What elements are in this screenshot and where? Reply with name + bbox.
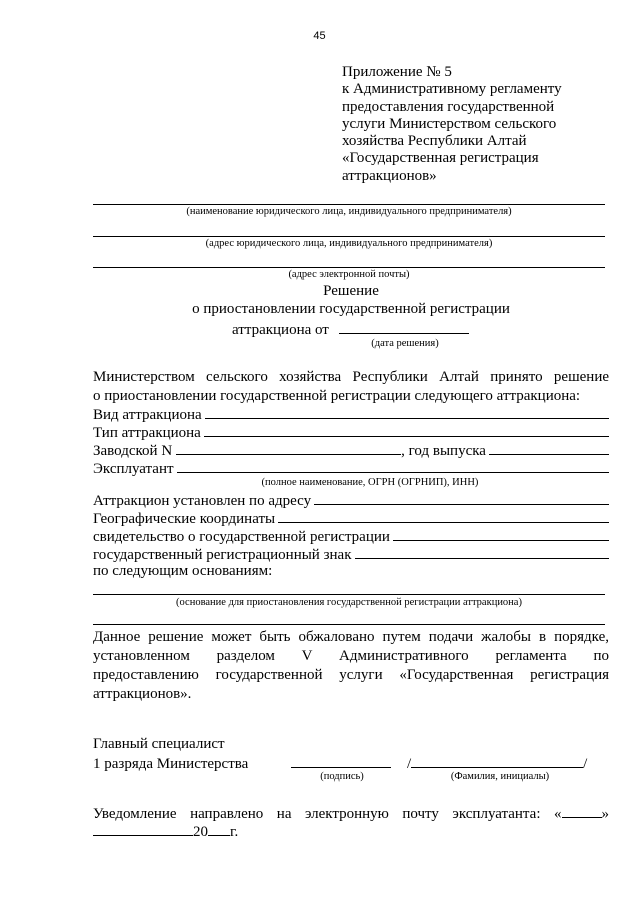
- grounds-field-extra[interactable]: [93, 624, 605, 625]
- install-address-field[interactable]: [314, 491, 609, 505]
- annex-line: предоставления государственной: [342, 98, 555, 115]
- full-name-caption: (Фамилия, инициалы): [450, 771, 550, 782]
- full-name-field[interactable]: [411, 754, 583, 768]
- notice-month-field[interactable]: [93, 822, 193, 836]
- decision-date-line: [232, 320, 492, 339]
- grounds-field[interactable]: [93, 594, 605, 595]
- legal-name-field[interactable]: [93, 204, 605, 205]
- appeal-paragraph: [93, 628, 609, 704]
- notice-year-prefix: 20: [193, 824, 208, 840]
- decision-title: Решение: [323, 283, 379, 299]
- decision-subtitle: о приостановлении государственной регистрации: [192, 301, 510, 317]
- coords-label: Географические координаты: [93, 511, 276, 527]
- notice-quote-close: »: [601, 806, 609, 822]
- notice-year-field[interactable]: [208, 822, 230, 836]
- certificate-field[interactable]: [393, 527, 609, 541]
- signatory-title-text: Главный специалист: [93, 736, 225, 752]
- notice-text: Уведомление направлено на электронную почту эксплуатанта: «: [93, 806, 562, 822]
- notice-line: [93, 804, 609, 823]
- annex-block: [342, 64, 562, 185]
- grounds-caption: (основание для приостановления государственной регистрации аттракциона): [176, 597, 522, 608]
- appeal-line: Данное решение может быть обжаловано путем подачи жалобы в порядке,: [93, 629, 609, 645]
- operator-label: Эксплуатант: [93, 461, 174, 477]
- legal-name-caption: (наименование юридического лица, индивидуального предпринимателя): [186, 206, 512, 217]
- signatory-title: [93, 736, 609, 753]
- kind-line: [93, 405, 609, 424]
- decision-date-label: аттракциона от: [232, 322, 329, 338]
- operator-caption: (полное наименование, ОГРН (ОГРНИП), ИНН): [261, 477, 479, 488]
- reg-mark-line: [93, 545, 609, 564]
- reg-mark-field[interactable]: [355, 545, 610, 559]
- annex-line: Приложение № 5: [342, 64, 452, 80]
- slash-right: /: [583, 756, 588, 772]
- notice-year-suffix: г.: [230, 824, 239, 840]
- serial-line: [93, 441, 609, 460]
- notice-date-line: [93, 822, 609, 841]
- annex-line: хозяйства Республики Алтай: [342, 133, 527, 150]
- type-field[interactable]: [204, 423, 609, 437]
- kind-field[interactable]: [205, 405, 609, 419]
- annex-line: услуги Министерством сельского: [342, 115, 557, 132]
- appeal-line: аттракционов».: [93, 686, 192, 702]
- email-caption: (адрес электронной почты): [288, 269, 410, 280]
- annex-line: аттракционов»: [342, 167, 437, 184]
- operator-field[interactable]: [177, 459, 609, 473]
- address-field[interactable]: [93, 236, 605, 237]
- kind-label: Вид аттракциона: [93, 407, 202, 423]
- serial-label: Заводской N: [93, 443, 173, 459]
- signatory-rank: 1 разряда Министерства: [93, 756, 249, 772]
- annex-line: «Государственная регистрация: [342, 150, 539, 167]
- intro-paragraph: [93, 368, 609, 406]
- grounds-label: по следующим основаниям:: [93, 563, 273, 579]
- install-address-line: [93, 491, 609, 510]
- type-line: [93, 423, 609, 442]
- install-address-label: Аттракцион установлен по адресу: [93, 493, 312, 509]
- intro-line: Министерством сельского хозяйства Республики Алтай принято решение: [93, 369, 609, 385]
- email-field[interactable]: [93, 267, 605, 268]
- page-number: 45: [313, 30, 326, 42]
- certificate-label: свидетельство о государственной регистрации: [93, 529, 390, 545]
- signature-field[interactable]: [291, 754, 391, 768]
- intro-line: о приостановлении государственной регистрации следующего аттракциона:: [93, 388, 581, 404]
- coords-field[interactable]: [278, 509, 609, 523]
- notice-day-field[interactable]: [562, 804, 602, 818]
- coords-line: [93, 509, 609, 528]
- year-label: , год выпуска: [401, 443, 486, 459]
- type-label: Тип аттракциона: [93, 425, 201, 441]
- decision-date-field[interactable]: [339, 320, 469, 334]
- address-caption: (адрес юридического лица, индивидуального предпринимателя): [205, 238, 493, 249]
- appeal-line: установленном разделом V Административного регламента по: [93, 648, 609, 664]
- appeal-line: предоставлению государственной услуги «Государственная регистрация: [93, 667, 609, 683]
- slash-left: /: [407, 756, 412, 772]
- year-field[interactable]: [489, 441, 609, 455]
- operator-line: [93, 459, 609, 478]
- signature-caption: (подпись): [320, 771, 364, 782]
- annex-line: к Административному регламенту: [342, 81, 562, 98]
- certificate-line: [93, 527, 609, 546]
- reg-mark-label: государственный регистрационный знак: [93, 547, 352, 563]
- grounds-line: [93, 563, 609, 580]
- serial-field[interactable]: [176, 441, 401, 455]
- decision-date-caption: (дата решения): [371, 338, 439, 349]
